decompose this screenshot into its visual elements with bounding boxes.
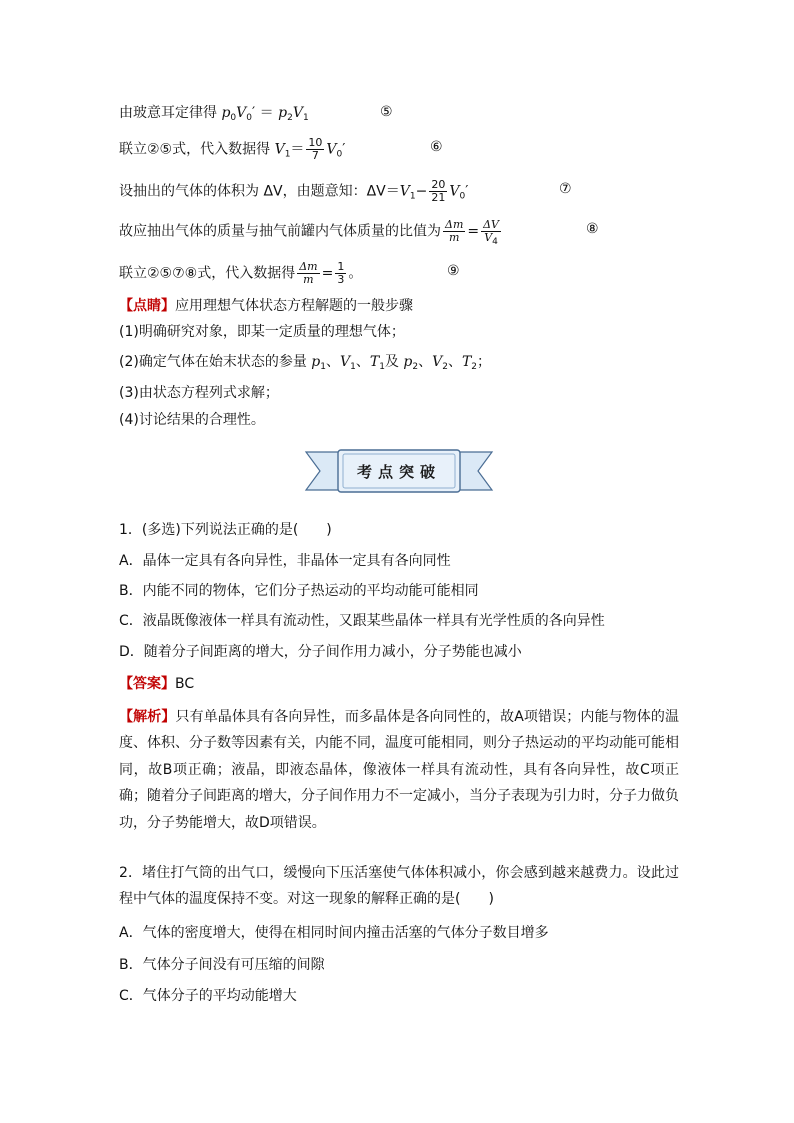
q1-answer: [119, 673, 194, 695]
equation-line-mass-ratio: 故应抽出气体的质量与抽气前罐内气体质量的比值为 $\frac{\Delta m}{m}$ = $\frac{\Delta V}{V_4}$: [119, 218, 499, 247]
section-banner: [304, 448, 494, 494]
q1-option-b: B．内能不同的物体，它们分子热运动的平均动能可能相同: [119, 583, 479, 599]
equation-number-8: ⑧: [586, 221, 599, 237]
fraction-10-7: $\frac{10}{7}$: [308, 136, 323, 162]
q1-option-c: C．液晶既像液体一样具有流动性，又跟某些晶体一样具有光学性质的各向异性: [119, 613, 605, 629]
equation-line-delta-v: 设抽出的气体的体积为 ΔV，由题意知：$\Delta V=V_1-$ $\frac{20}{21}$ $V_0'$: [119, 178, 469, 204]
q2-option-b: B．气体分子间没有可压缩的间隙: [119, 957, 325, 973]
equation-line-result: 联立②⑤⑦⑧式，代入数据得 $\frac{\Delta m}{m}$ = $\frac{1}{3}$ 。: [119, 260, 363, 286]
banner-title: 考点突破: [356, 463, 441, 481]
equation-number-9: ⑨: [447, 263, 460, 279]
q1-analysis: [119, 704, 679, 836]
fraction-dv-v4: $\frac{\Delta V}{V_4}$: [483, 218, 499, 247]
equation-number-7: ⑦: [559, 181, 572, 197]
analysis-text: 只有单晶体具有各向异性，而多晶体是各向同性的，故A项错误；内能与物体的温度、体积、分子数等因素有关，内能不同，温度可能相同，则分子热运动的平均动能可能相同，故B项正确；液晶，即液态晶体，像液体一样具有流动性，具有各向异性，故C项正确；随着分子间距离的增大，分子间作用力不一定减小，当分子表现为引力时，分子力做负功，分子势能增大，故D项错误。: [119, 709, 680, 831]
equation-line-boyle: 由玻意耳定律得 $p_0V_0' = p_2V_1$: [119, 105, 309, 123]
equation-line-combine-v1: 联立②⑤式，代入数据得 $V_1=$ $\frac{10}{7}$ $V_0'$: [119, 136, 346, 162]
equation-number-6: ⑥: [430, 139, 443, 155]
tip-title: 应用理想气体状态方程解题的一般步骤: [175, 298, 413, 314]
tip-step-3: (3)由状态方程列式求解；: [119, 385, 279, 401]
answer-tag: 【答案】: [119, 676, 175, 692]
fraction-1-3: $\frac{1}{3}$: [337, 260, 345, 286]
fraction-dm-m-result: $\frac{\Delta m}{m}$: [299, 260, 318, 286]
fraction-20-21: $\frac{20}{21}$: [431, 178, 446, 204]
analysis-tag: 【解析】: [119, 709, 176, 725]
tip-step-4: (4)讨论结果的合理性。: [119, 412, 265, 428]
q2-option-c: C．气体分子的平均动能增大: [119, 988, 297, 1004]
q1-stem: 1．(多选)下列说法正确的是( ): [119, 522, 332, 538]
q2-option-a: A．气体的密度增大，使得在相同时间内撞击活塞的气体分子数目增多: [119, 925, 549, 941]
equation-number-5: ⑤: [380, 104, 393, 120]
q1-option-a: A．晶体一定具有各向异性，非晶体一定具有各向同性: [119, 553, 451, 569]
q1-option-d: D．随着分子间距离的增大，分子间作用力减小，分子势能也减小: [119, 644, 522, 660]
answer-value: BC: [175, 676, 195, 692]
q2-stem: 2．堵住打气筒的出气口，缓慢向下压活塞使气体体积减小，你会感到越来越费力。设此过程中气体的温度保持不变。对这一现象的解释正确的是( ): [119, 865, 679, 908]
tip-step-2: (2)确定气体在始末状态的参量 $p_1$、$V_1$、$T_1$及 $p_2$、$V_2$、$T_2$；: [119, 354, 492, 372]
tip-tag: 【点睛】: [119, 298, 175, 314]
tip-heading: [119, 295, 413, 317]
tip-step-1: (1)明确研究对象，即某一定质量的理想气体；: [119, 324, 405, 340]
fraction-dm-m: $\frac{\Delta m}{m}$: [445, 218, 464, 244]
